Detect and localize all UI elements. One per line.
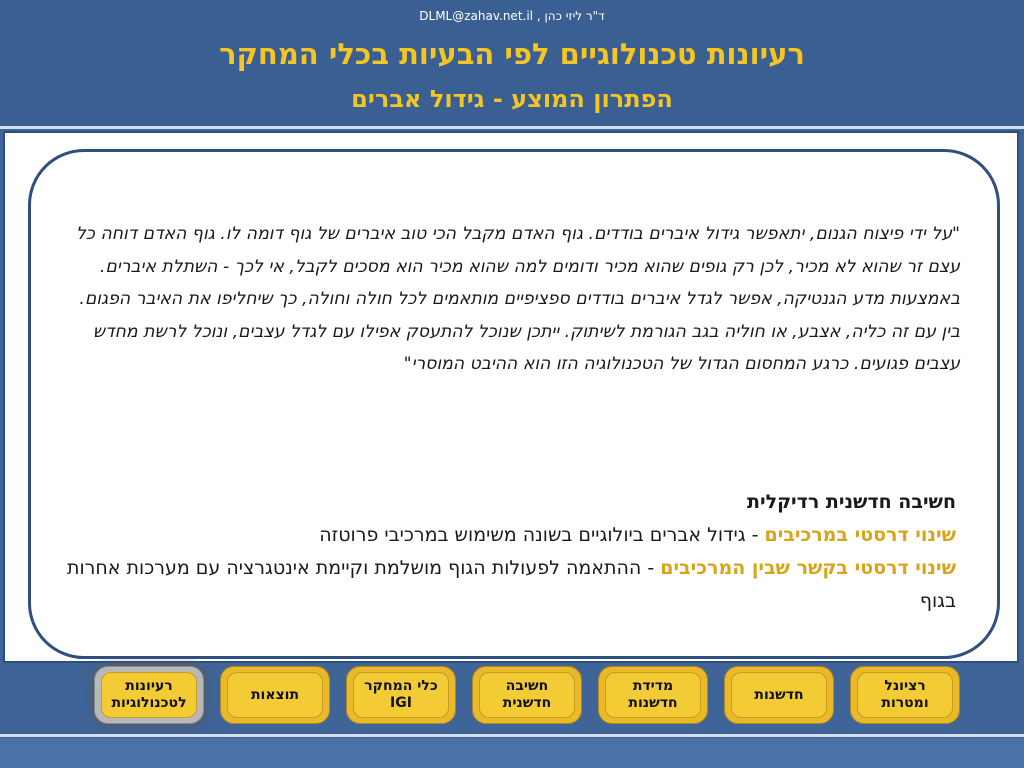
nav-button-label: תוצאות (250, 686, 300, 703)
slide-subtitle: הפתרון המוצע - גידול אברים (351, 85, 673, 113)
highlight-components: שינוי דרסטי במרכיבים (764, 524, 956, 546)
nav-button-research-tool[interactable] (346, 666, 456, 724)
nav-button-innovation[interactable] (724, 666, 834, 724)
quote-paragraph: "על ידי פיצוח הגנום, יתאפשר גידול איברים בודדים. גוף האדם מקבל הכי טוב איברים של גוף דומה לו. גוף האדם דוחה כל עצם זר שהוא לא מכיר, לכן רק גופים שהוא מכיר ודומים למה שהוא מכיר הוא מסכים לקבל, אי לכך - השתלת איברים. באמצעות מדע הגנטיקה, אפשר לגדל איברים בודדים ספציפיים מותאמים לכל חולה וחולה, כך שיחליפו את האיבר הפגום. בין עם זה כליה, אצבע, או חוליה בגב הגורמת לשיתוק. ייתכן שנוכל להתעסק אפילו עם לגדל עצבים, ונוכל לרשת מחדש עצבים פגועים. כרגע המחסום הגדול של הטכנולוגיה הזו הוא ההיבט המוסרי" (75, 224, 960, 374)
relations-text: - ההתאמה לפעולות הגוף מושלמת וקיימת אינטגרציה עם מערכות אחרות בגוף (66, 557, 956, 612)
highlight-relations: שינוי דרסטי בקשר שבין המרכיבים (660, 557, 956, 579)
nav-button-label: כלי המחקר IGI (364, 678, 438, 711)
nav-button-label: רעיונות לטכנולוגיות (111, 678, 187, 711)
nav-button-innovative-thinking[interactable] (472, 666, 582, 724)
footer-credit: ד"ר ליזי כהן , DLML@zahav.net.il (419, 9, 605, 23)
nav-button-results[interactable] (220, 666, 330, 724)
nav-button-label: מדידת חדשנות (628, 678, 678, 711)
nav-button-label: חדשנות (754, 686, 804, 703)
nav-button-label: חשיבה חדשנית (502, 678, 552, 711)
components-text: - גידול אברים ביולוגיים בשונה משימוש במרכיבי פרוטזה (319, 524, 765, 546)
section-line-components (60, 519, 956, 552)
nav-button-measuring-innovation[interactable] (598, 666, 708, 724)
section-heading: חשיבה חדשנית רדיקלית (747, 491, 956, 513)
nav-button-label: רציונל ומטרות (881, 678, 929, 711)
nav-button-tech-ideas[interactable] (94, 666, 204, 724)
navigation-bar (80, 662, 960, 730)
header-divider (0, 126, 1024, 129)
footer-bar (0, 738, 1024, 768)
innovation-section (60, 486, 956, 618)
nav-button-rationale[interactable] (850, 666, 960, 724)
section-line-relations (60, 552, 956, 618)
footer-divider (0, 734, 1024, 737)
slide-title: רעיונות טכנולוגיים לפי הבעיות בכלי המחקר (219, 37, 805, 71)
